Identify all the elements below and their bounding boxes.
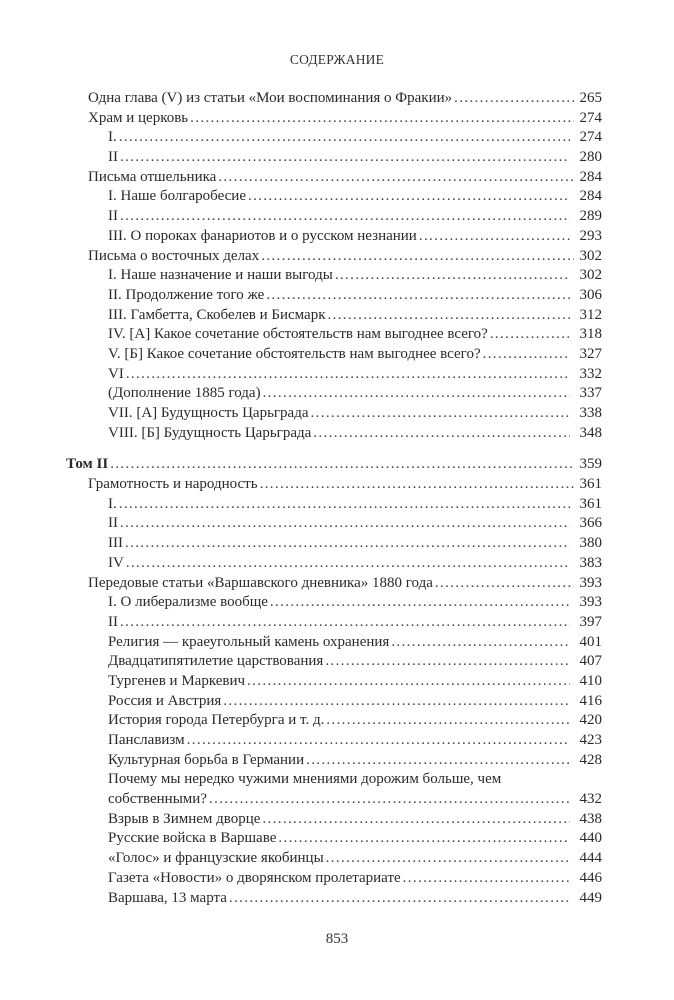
toc-entry-title: I.	[108, 129, 117, 146]
dot-leader	[313, 424, 570, 444]
toc-entry[interactable]	[66, 731, 602, 751]
toc-entry[interactable]	[66, 495, 602, 515]
toc-entry-page: 423	[579, 732, 602, 748]
dot-leader	[110, 455, 574, 475]
toc-entry-title: VII. [А] Будущность Царьграда	[108, 405, 309, 421]
toc-entry-title: V. [Б] Какое сочетание обстоятельств нам выгоднее всего?	[108, 345, 481, 362]
dot-leader	[326, 711, 570, 731]
toc-entry-title: Двадцатипятилетие царствования	[108, 653, 324, 670]
toc-entry[interactable]	[66, 652, 602, 672]
toc-entry-title: II	[108, 208, 118, 225]
toc-entry-title: IV	[108, 554, 124, 571]
toc-entry-title-continued: собственными?	[108, 791, 207, 808]
dot-leader	[266, 286, 570, 306]
toc-entry-title: Почему мы нередко чужими мнениями дорожим больше, чем	[108, 771, 502, 788]
toc-entry[interactable]	[66, 168, 602, 188]
dot-leader	[261, 247, 574, 267]
toc-entry-title: I. Наше назначение и наши выгоды	[108, 267, 333, 284]
toc-entry[interactable]	[66, 187, 602, 207]
toc-entry-page: 361	[579, 476, 602, 493]
toc-entry-page: 383	[579, 554, 602, 571]
toc-entry-title: Русские войска в Варшаве	[108, 830, 277, 847]
toc-entry-title: Панславизм	[108, 732, 185, 748]
toc-entry-page: 416	[579, 692, 602, 709]
toc-entry[interactable]	[66, 148, 602, 168]
dot-leader	[247, 672, 570, 692]
toc-entry-page: 410	[579, 672, 602, 689]
toc-entry[interactable]	[66, 365, 602, 385]
toc-entry-page: 366	[579, 515, 602, 532]
toc-entry[interactable]	[66, 869, 602, 889]
table-of-contents	[66, 89, 602, 908]
toc-entry[interactable]	[66, 633, 602, 653]
toc-entry-title: III. Гамбетта, Скобелев и Бисмарк	[108, 306, 326, 323]
toc-entry[interactable]	[66, 692, 602, 712]
toc-entry[interactable]	[66, 475, 602, 495]
toc-entry-title: Письма отшельника	[88, 168, 217, 185]
toc-entry[interactable]	[66, 613, 602, 633]
toc-entry[interactable]	[66, 554, 602, 574]
toc-entry-page: 440	[579, 830, 602, 847]
toc-entry-page: 302	[579, 267, 602, 284]
toc-entry[interactable]	[66, 829, 602, 849]
toc-entry-page: 444	[579, 850, 602, 867]
dot-leader	[260, 475, 574, 495]
dot-leader	[278, 829, 570, 849]
toc-entry-page: 380	[579, 535, 602, 552]
toc-entry[interactable]	[66, 593, 602, 613]
toc-entry-page: 407	[579, 653, 602, 670]
toc-entry-title: III	[108, 535, 123, 552]
toc-entry[interactable]	[66, 810, 602, 830]
toc-entry-title: Взрыв в Зимнем дворце	[108, 810, 261, 827]
toc-entry-page: 274	[579, 109, 602, 126]
dot-leader	[218, 168, 574, 188]
toc-entry-page: 327	[579, 345, 602, 362]
toc-volume-heading[interactable]	[66, 455, 602, 475]
toc-entry-title: I. Наше болгаробесие	[108, 188, 246, 205]
toc-entry-title: II	[108, 515, 118, 532]
toc-entry[interactable]	[66, 534, 602, 554]
dot-leader	[120, 613, 570, 633]
toc-entry-page: 348	[579, 424, 602, 441]
dot-leader	[454, 89, 574, 109]
toc-entry-page: 393	[579, 594, 602, 611]
toc-entry[interactable]	[66, 751, 602, 771]
toc-entry-title: VIII. [Б] Будущность Царьграда	[108, 424, 312, 441]
toc-entry-page: 401	[579, 633, 602, 650]
dot-leader	[419, 227, 570, 247]
toc-entry[interactable]	[66, 286, 602, 306]
dot-leader	[335, 266, 570, 286]
toc-entry-page: 393	[579, 574, 602, 591]
dot-leader	[325, 652, 570, 672]
dot-leader	[223, 692, 570, 712]
toc-entry-page: 337	[579, 385, 602, 402]
dot-leader	[328, 306, 571, 326]
toc-entry[interactable]	[66, 306, 602, 326]
toc-entry-title: Грамотность и народность	[88, 476, 258, 493]
toc-entry-page: 338	[579, 405, 602, 421]
toc-entry-page: 397	[579, 613, 602, 630]
dot-leader	[120, 207, 570, 227]
toc-entry-title: Варшава, 13 марта	[108, 889, 227, 906]
toc-entry-title: Письма о восточных делах	[88, 247, 260, 264]
toc-entry-page: 361	[579, 495, 602, 512]
toc-entry-title: Россия и Австрия	[108, 692, 222, 709]
dot-leader	[125, 534, 570, 554]
dot-leader	[119, 128, 570, 148]
toc-entry[interactable]	[66, 325, 602, 345]
toc-entry-page: 359	[579, 456, 602, 473]
toc-entry-page: 306	[579, 286, 602, 303]
dot-leader	[403, 869, 570, 889]
toc-entry-page: 446	[579, 869, 602, 886]
toc-entry-title: История города Петербурга и т. д.	[108, 712, 325, 729]
toc-entry-title: Передовые статьи «Варшавского дневника» 1880 года	[88, 574, 433, 591]
toc-entry-title: VI	[108, 365, 124, 382]
toc-entry[interactable]	[66, 227, 602, 247]
dot-leader	[248, 187, 570, 207]
toc-entry[interactable]	[66, 672, 602, 692]
toc-entry-page: 420	[579, 712, 602, 729]
toc-entry[interactable]	[66, 384, 602, 404]
toc-entry-page: 318	[579, 326, 602, 343]
toc-entry-title: Культурная борьба в Германии	[108, 751, 305, 768]
toc-entry[interactable]	[66, 128, 602, 148]
toc-entry-page: 332	[579, 365, 602, 382]
dot-leader	[263, 384, 570, 404]
dot-leader	[435, 574, 574, 594]
toc-entry-page: 265	[579, 90, 602, 106]
dot-leader	[126, 365, 570, 385]
toc-entry[interactable]	[66, 207, 602, 227]
dot-leader	[326, 849, 570, 869]
toc-entry-title: «Голос» и французские якобинцы	[108, 850, 324, 867]
dot-leader	[490, 325, 570, 345]
toc-entry-title: Храм и церковь	[88, 109, 189, 126]
toc-entry-title: IV. [А] Какое сочетание обстоятельств нам выгоднее всего?	[108, 326, 488, 343]
dot-leader	[270, 593, 570, 613]
toc-entry[interactable]	[66, 266, 602, 286]
toc-entry-title: III. О пороках фанариотов и о русском незнании	[108, 227, 417, 244]
toc-entry-title: II. Продолжение того же	[108, 286, 265, 303]
toc-entry[interactable]	[66, 89, 602, 109]
toc-entry-page: 284	[579, 188, 602, 205]
toc-entry-page: 293	[579, 227, 602, 244]
toc-entry-title: Тургенев и Маркевич	[108, 672, 246, 689]
dot-leader	[306, 751, 570, 771]
toc-entry-title: Том II	[66, 456, 109, 473]
dot-leader	[262, 810, 570, 830]
toc-entry-page: 289	[579, 208, 602, 225]
toc-entry[interactable]	[66, 404, 602, 424]
dot-leader	[209, 790, 570, 810]
page-number: 853	[325, 931, 349, 947]
toc-entry[interactable]	[66, 849, 602, 869]
toc-entry-page: 428	[579, 751, 602, 768]
toc-entry-title: Газета «Новости» о дворянском пролетариате	[108, 869, 401, 886]
dot-leader	[190, 109, 574, 129]
toc-entry-page: 432	[579, 791, 602, 808]
toc-entry-page: 449	[579, 889, 602, 906]
dot-leader	[120, 148, 570, 168]
dot-leader	[483, 345, 570, 365]
dot-leader	[126, 554, 570, 574]
toc-entry-title: (Дополнение 1885 года)	[108, 385, 261, 402]
toc-entry[interactable]	[66, 574, 602, 594]
toc-entry[interactable]	[66, 711, 602, 731]
toc-entry[interactable]	[66, 889, 602, 909]
dot-leader	[120, 514, 570, 534]
toc-entry-page: 438	[579, 810, 602, 827]
toc-entry-page: 284	[579, 168, 602, 185]
toc-entry-title: Одна глава (V) из статьи «Мои воспоминания о Фракии»	[88, 90, 453, 106]
toc-entry-page: 280	[579, 149, 602, 166]
dot-leader	[311, 404, 570, 424]
toc-entry-title: Религия — краеугольный камень охранения	[108, 633, 390, 650]
dot-leader	[119, 495, 570, 515]
toc-entry[interactable]	[66, 109, 602, 129]
dot-leader	[187, 731, 570, 751]
toc-entry[interactable]	[66, 770, 602, 809]
toc-entry-title: I. О либерализме вообще	[108, 594, 268, 611]
toc-entry[interactable]	[66, 424, 602, 444]
toc-entry[interactable]	[66, 345, 602, 365]
dot-leader	[229, 889, 570, 909]
toc-entry[interactable]	[66, 514, 602, 534]
toc-entry-title: II	[108, 149, 118, 166]
running-header: СОДЕРЖАНИЕ	[289, 52, 385, 67]
toc-entry-page: 274	[579, 129, 602, 146]
toc-entry-page: 312	[579, 306, 602, 323]
toc-entry-page: 302	[579, 247, 602, 264]
toc-entry-title: II	[108, 613, 118, 630]
dot-leader	[391, 633, 570, 653]
toc-entry-title: I.	[108, 495, 117, 512]
toc-entry[interactable]	[66, 247, 602, 267]
